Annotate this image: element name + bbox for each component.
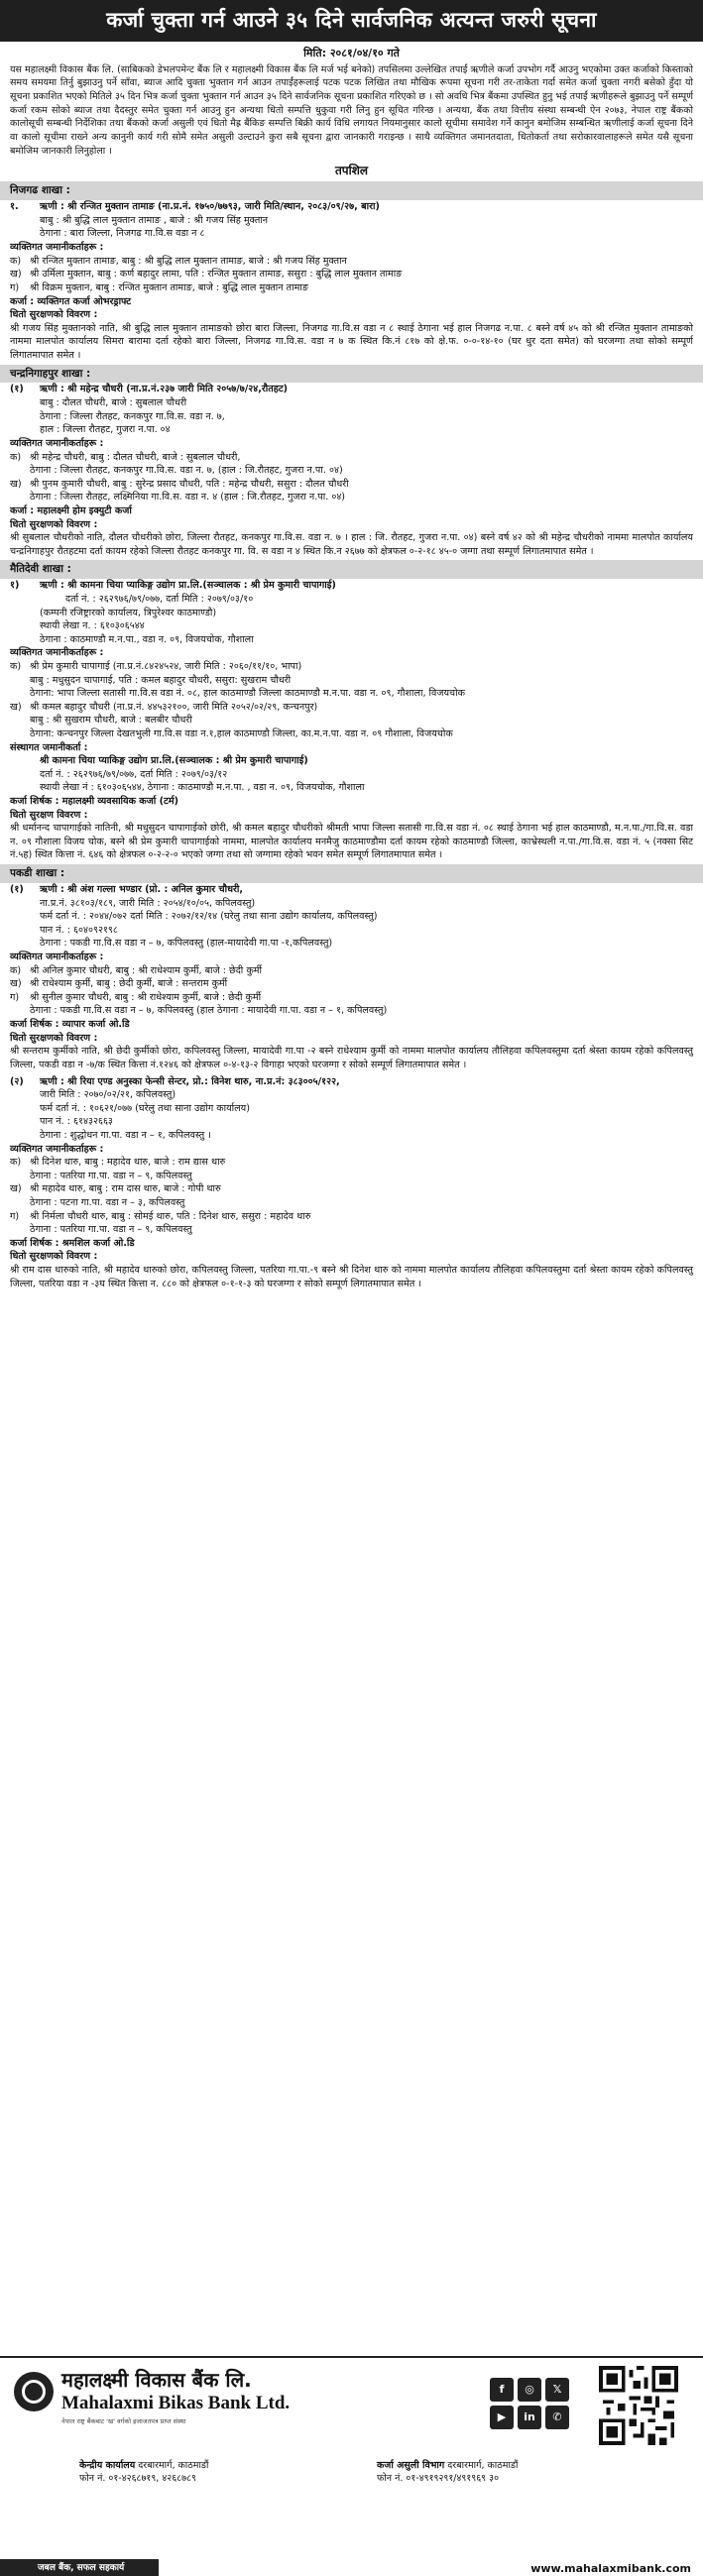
borrower-name: ऋणी : श्री कामना चिया प्याकिङ्ग उद्योग प्रा.लि.(सञ्चालक : श्री प्रेम कुमारी चापागाई) bbox=[40, 580, 336, 592]
guarantor-text: श्री दिनेश थारु, बाबु : महादेव थारु, बाजे : राम द्यास थारु bbox=[30, 1157, 226, 1169]
guarantor-text: श्री रन्जित मुक्तान तामाङ, बाबु : श्री बुद्धि लाल मुक्तान तामाङ, बाजे : श्री गजय सिंह मुक्तान bbox=[30, 255, 347, 267]
borrower-entry bbox=[0, 1075, 703, 1143]
loan-type: कर्जा : महालक्ष्मी होम इक्युटी कर्जा bbox=[10, 504, 132, 516]
borrower-entry bbox=[0, 579, 703, 646]
institution-detail: स्थायी लेखा नं : ६१०३०६५४४, ठेगाना : काठमाण्डौ म.न.पा. , वडा न. ०९, विजयचोक, गौशाला bbox=[40, 782, 365, 794]
borrower-detail: दर्ता नं. : २६२९७६/७९/०७७, दर्ता मिति : २०७९/०३/१० bbox=[65, 593, 254, 605]
guarantor-text: ठेगाना : पतरिया गा.पा. वडा न – ९, कपिलवस्तु bbox=[30, 1224, 192, 1236]
collateral-heading: धितो सुरक्षणको विवरण : bbox=[10, 1032, 98, 1044]
guarantor-key: क) bbox=[10, 1157, 22, 1169]
guarantor-text: ठेगाना: भापा जिल्ला सतासी गा.वि.स वडा नं. ०८, हाल काठमाण्डौ जिल्ला काठमाण्डौ म.न.पा. वडा न. ०९, गौशाला, विजयचोक bbox=[30, 688, 466, 700]
recovery-phone: फोन नं. ०१-४९१९२९१/४९१९६९ ३० bbox=[377, 2473, 500, 2485]
guarantors-heading: व्यक्तिगत जमानीकर्ताहरू : bbox=[10, 437, 104, 449]
guarantor-key: ग) bbox=[10, 991, 20, 1003]
guarantor-item bbox=[0, 281, 703, 295]
whatsapp-icon[interactable]: ✆ bbox=[545, 2406, 569, 2429]
instagram-icon[interactable]: ◎ bbox=[518, 2378, 541, 2402]
guarantor-item bbox=[0, 1182, 703, 1209]
guarantor-key: ग) bbox=[10, 281, 20, 293]
guarantors-heading: व्यक्तिगत जमानीकर्ताहरू : bbox=[10, 952, 104, 963]
guarantor-key: ग) bbox=[10, 1210, 20, 1222]
guarantor-item bbox=[0, 991, 703, 1018]
bank-tagline: नेपाल राष्ट्र बैंकबाट 'ख' वर्गको इजाजतपत्र प्राप्त संस्था bbox=[61, 2417, 186, 2425]
borrower-detail: पान नं. : ६१४३२६६३ bbox=[40, 1116, 113, 1128]
borrower-detail: फर्म दर्ता नं. : १०६२१/०७७ (घरेलु तथा साना उद्योग कार्यालय) bbox=[40, 1102, 250, 1114]
bank-logo-icon bbox=[14, 2372, 54, 2411]
entry-number: १) bbox=[10, 580, 20, 592]
guarantor-text: श्री अनिल कुमार चौधरी, बाबु : श्री राधेश्याम कुर्मी, बाजे : छेदी कुर्मी bbox=[30, 964, 262, 976]
guarantor-text: श्री विक्रम मुक्तान, बाबु : रन्जित मुक्तान तामाङ, बाजे : बुद्धि लाल मुक्तान तामाङ bbox=[30, 281, 308, 293]
x-twitter-icon[interactable]: 𝕏 bbox=[545, 2378, 569, 2402]
recovery-address: दरबारमार्ग, काठमाडौं bbox=[447, 2460, 519, 2471]
notice-intro: यस महालक्ष्मी विकास बैंक लि. (साबिकको डेभलपमेन्ट बैंक लि र महालक्ष्मी विकास बैंक लि मर्ज भई बनेको) तपसिलमा उल्लेखित तपाईं ऋणीले कर्जा उपभोग गर्दै आउनु भएकोमा उक्त कर्जाको किस्ताको समय समयमा तिर्नु बुझाउनु पर्ने साँवा, ब्याज आदि चुक्ता भुक्तान गर्न आउन तपाईंहरूलाई पटक पटक लिखित तथा मौखिक रूपमा सूचना गरी तर-ताकेता गर्दा समेत कर्जा चुक्ता नगरी बसेको हुँदा यो सूचना प्रकाशित भएको मितिले ३५ दिन भित्र कर्जा चुक्ता भुक्तान गर्न आउन ३५ दिने सार्वजनिक सूचना प्रकाशित गरिएको छ । सो अवधि भित्र बैंकमा उपस्थित हुनु भई तपाईं ऋणीहरूले बुझाउनु पर्ने सम्पूर्ण कर्जा रकम सोको ब्याज तथा दैदस्तुर समेत चुक्ता गर्न आउनु हुन अन्यथा धितो सम्पत्ति धुकुवा गरी लिनु हुन सूचित गरिन्छ । अन्यथा, बैंक तथा वित्तीय संस्था सम्बन्धी ऐन २०७३, नेपाल राष्ट्र बैंकको कालोसूची सम्बन्धी निर्देशिका तथा बैंकको कर्जा असुली एवं धितो मैह्र बैंकिङ सम्पत्ति बिक्री कार्य विधि लगायत नियमानुसार कालो सूचीमा समावेश गर्ने कानुन बमोजिम सम्बन्धित ऋणीलाई कर्जा सूचना दिने वा कालो सूचीमा राख्ने अन्य कानुनी कार्य गरी सोमै समेत असुली उल्टाउने कुरा सबै सूचना द्वारा जानकारी गराइन्छ । साथै व्यक्तिगत जमानतदाता, धितोकर्ता तथा सरोकारवालाहरूले समेत यसै सूचना बमोजिम जानकारी लिनुहोला । bbox=[10, 63, 693, 157]
branch-header-chandranigahpur: चन्द्रनिगाहपुर शाखा : bbox=[0, 365, 703, 384]
head-office-phone: फोन नं. ०१-४२६८७१९, ४२६८७८९ bbox=[79, 2473, 196, 2485]
bank-footer bbox=[0, 2356, 703, 2576]
guarantor-text: बाबु : मधुसुदन चापागाई, पति : कमल बहादुर चौधरी, ससुरा: सुखराम चौधरी bbox=[30, 674, 292, 686]
entry-number: (१) bbox=[10, 384, 24, 395]
guarantor-text: श्री राधेश्याम कुर्मी, बाबु : छेदी कुर्मी, बाजे : सन्तराम कुर्मी bbox=[30, 978, 228, 990]
guarantor-key: क) bbox=[10, 660, 22, 672]
guarantor-key: क) bbox=[10, 255, 22, 267]
facebook-icon[interactable]: f bbox=[490, 2378, 514, 2402]
guarantor-item bbox=[0, 977, 703, 991]
guarantor-item bbox=[0, 1210, 703, 1237]
borrower-detail: बाबु : दौलत चौधरी, बाजे : सुबलाल चौधरी bbox=[40, 397, 187, 409]
recovery-label: कर्जा असुली विभाग bbox=[377, 2460, 445, 2471]
guarantor-text: बाबु : श्री सुखराम चौधरी, बाजे : बलबीर चौधरी bbox=[30, 715, 192, 727]
guarantor-item bbox=[0, 255, 703, 269]
institution-detail: दर्ता नं. : २६२९७६/७९/०७७, दर्ता मिति : २०७९/०३/१२ bbox=[40, 768, 228, 780]
head-office-address: दरबारमार्ग, काठमाडौं bbox=[138, 2460, 209, 2471]
slogan: जबल बैंक, सफल सहकार्य bbox=[0, 2559, 159, 2576]
borrower-entry bbox=[0, 883, 703, 951]
collateral-text: श्री राम दास थारुको नाति, श्री महादेव थारुको छोरा, कपिलवस्तु जिल्ला, पतरिया गा.पा.-९ बस्ने श्री दिनेश थारु को नाममा मालपोत कार्यालय तौलिहवा कपिलवस्तुमा दर्ता श्रेस्ता कायम रहेको कपिलवस्तु जिल्ला, पतरिया वडा न -३घ स्थित कित्ता न. ८८० को क्षेत्रफल ०-१-१-३ को घरजग्गा र सोको सम्पूर्ण लिगातमापात समेत । bbox=[10, 1265, 693, 1289]
borrower-address: हाल : जिल्ला रौतहट, गुजरा न.पा. ०४ bbox=[40, 424, 171, 436]
branch-header-pakadi: पकडी शाखा : bbox=[0, 864, 703, 883]
guarantor-text: ठेगाना : जिल्ला रौतहट, लक्ष्मिनिया गा.वि.स. वडा न. ४ (हाल : जि.रौतहट, गुजरा न.पा. ०४) bbox=[30, 492, 346, 504]
institution-name: श्री कामना चिया प्याकिङ्ग उद्योग प्रा.लि.(सञ्चालक : श्री प्रेम कुमारी चापागाई) bbox=[40, 755, 308, 767]
guarantor-key: ख) bbox=[10, 701, 22, 713]
borrower-address: ठेगाना : शुद्धोधन गा.पा. वडा न – १, कपिलवस्तु । bbox=[40, 1129, 211, 1141]
guarantor-text: श्री सुनील कुमार चौधरी, बाबु : श्री राधेश्याम कुर्मी, बाजे : छेदी कुर्मी bbox=[30, 991, 262, 1003]
borrower-detail: फर्म दर्ता नं. : २०४४/०७२ दर्ता मिति : २०७२/१२/१४ (घरेलु तथा साना उद्योग कार्यालय, कपिलवस्तु) bbox=[40, 911, 378, 923]
guarantor-key: ख) bbox=[10, 478, 22, 490]
guarantor-text: श्री निर्मला चौधरी थारु, बाबु : सोमई थारु, पति : दिनेश थारु, ससुरा : महादेव थारु bbox=[30, 1210, 311, 1222]
guarantor-item bbox=[0, 268, 703, 281]
collateral-heading: धितो सुरक्षणको विवरण : bbox=[10, 309, 98, 321]
borrower-address: ठेगाना : पकडी गा.वि.स वडा न – ७, कपिलवस्तु (हाल-मायादेवी गा.पा -१,कपिलवस्तु) bbox=[40, 938, 333, 950]
collateral-text: श्री सन्तराम कुर्मीको नाति, श्री छेदी कुर्मीको छोरा, कपिलवस्तु जिल्ला, मायादेवी गा.पा -२ बस्ने राधेश्याम कुर्मी को नाममा मालपोत कार्यालय तौलिहवा कपिलवस्तुमा दर्ता श्रेस्ता कायम रहेको कपिलवस्तु जिल्ला, पकडी वडा न -७/क स्थित कित्ता नं.१२४६ को क्षेत्रफल ०-४-१३-२ विगाहा भएको घरजग्गा र सोको सम्पूर्ण लिगातमापात समेत । bbox=[10, 1046, 693, 1070]
guarantor-key: ख) bbox=[10, 1183, 22, 1195]
guarantor-text: श्री कमल बहादुर चौधरी (ना.प्र.नं. ४४५३२१००, जारी मिति २०५२/०२/२९, कन्चनपुर) bbox=[30, 701, 318, 713]
branch-header-maitidevi: मैतिदेवी शाखा : bbox=[0, 560, 703, 579]
linkedin-icon[interactable]: in bbox=[518, 2406, 541, 2429]
guarantor-item bbox=[0, 451, 703, 478]
youtube-icon[interactable]: ▶ bbox=[490, 2406, 514, 2429]
borrower-entry bbox=[0, 200, 703, 241]
borrower-detail: जारी मिति : २०७०/०२/२१, कपिलवस्तु) bbox=[40, 1089, 176, 1101]
borrower-detail: ना.प्र.नं. ३८१०३/१८९, जारी मिति : २०५४/१०/०५, कपिलवस्तु) bbox=[40, 897, 256, 909]
entry-number: (१) bbox=[10, 884, 24, 895]
guarantor-text: श्री प्रेम कुमारी चापागाई (ना.प्र.नं.८४२४५२४, जारी मिति : २०६०/११/१०, भापा) bbox=[30, 660, 302, 672]
head-office bbox=[79, 2459, 208, 2486]
guarantor-key: क) bbox=[10, 451, 22, 463]
borrower-name: ऋणी : श्री रन्जित मुक्तान तामाङ (ना.प्र.नं. १७५०/७७९३, जारी मिति/स्थान, २०८३/०९/२७, बारा) bbox=[40, 201, 380, 213]
guarantors-heading: व्यक्तिगत जमानीकर्ताहरू : bbox=[10, 647, 104, 659]
notice-title: कर्जा चुक्ता गर्न आउने ३५ दिने सार्वजनिक अत्यन्त जरुरी सूचना bbox=[0, 0, 703, 42]
collateral-heading: धितो सुरक्षण विवरण : bbox=[10, 809, 88, 821]
guarantors-heading: व्यक्तिगत जमानीकर्ताहरू : bbox=[10, 242, 104, 254]
collateral-text: श्री सुबलाल चौधरीको नाति, दौलत चौधरीको छोरा, जिल्ला रौतहट, कनकपुर गा.वि.स. वडा न. ७ । हाल : जि. रौतहट, गुजरा न.पा. ०४) बस्ने वर्ष ४२ को श्री महेन्द्र चौधरीको नाममा मालपोत कार्यालय चन्द्रनिगाहपुर रौतहटमा दर्ता कायम रहेको जिल्ला रौतहट कनकपुर गा. वि. स वडा न ४ स्थित कि.न २६७७ को क्षेत्रफल ०-२-१८ ४५-० जग्गा तथा सम्पूर्ण लिगातमापात समेत । bbox=[10, 532, 693, 557]
collateral-heading: धितो सुरक्षणको विवरण : bbox=[10, 518, 98, 530]
bottom-bar bbox=[0, 2559, 703, 2576]
guarantor-item bbox=[0, 964, 703, 978]
institutional-guarantor-heading: संस्थागत जमानीकर्ता : bbox=[10, 741, 88, 753]
guarantor-text: ठेगाना : पटना गा.पा. वडा न – ३, कपिलवस्तु bbox=[30, 1197, 185, 1209]
borrower-name: ऋणी : श्री महेन्द्र चौधरी (ना.प्र.नं.२३७ जारी मिति २०५७/७/२४,रौतहट) bbox=[40, 384, 289, 395]
guarantor-text: श्री पुनम कुमारी चौधरी, बाबु : सुरेन्द्र प्रसाद चौधरी, पति : महेन्द्र चौधरी, ससुरा : दौलत चौधरी bbox=[30, 478, 349, 490]
guarantor-text: श्री उर्मिला मुक्तान, बाबु : कर्ण बहादुर लामा, पति : रन्जित मुक्तान तामाङ, ससुरा : बुद्धि लाल मुक्तान तामाङ bbox=[30, 269, 403, 280]
guarantor-item bbox=[0, 701, 703, 741]
bank-name-nepali: महालक्ष्मी विकास बैंक लि. bbox=[61, 2368, 252, 2392]
recovery-department bbox=[377, 2459, 518, 2486]
guarantor-text: ठेगाना : पतरिया गा.पा. वडा न – ९, कपिलवस्तु bbox=[30, 1170, 192, 1181]
head-office-label: केन्द्रीय कार्यालय bbox=[79, 2460, 136, 2471]
guarantor-item bbox=[0, 1156, 703, 1182]
loan-type: कर्जा शिर्षक : व्यापार कर्जा ओ.डि bbox=[10, 1019, 130, 1031]
website-link[interactable]: www.mahalaxmibank.com bbox=[530, 2562, 691, 2575]
borrower-name: ऋणी : श्री रिया एण्ड अनुस्का फेन्सी सेन्टर, प्रो.: विनेश थारु, ना.प्र.नं: ३८३००५/१२२, bbox=[40, 1075, 340, 1087]
branch-header-nijgadh: निजगढ शाखा : bbox=[0, 181, 703, 200]
guarantor-key: ख) bbox=[10, 269, 22, 280]
guarantor-text: ठेगाना: कन्चनपुर जिल्ला देखतभुली गा.वि.स वडा न.१,हाल काठमाण्डौ जिल्ला, का.म.न.पा. वडा न. ०९ गौशाला, विजयचोक bbox=[30, 728, 453, 739]
entry-number: (२) bbox=[10, 1075, 24, 1087]
borrower-detail: (कम्पनी रजिष्ट्रारको कार्यालय, त्रिपुरेश्वर काठमाण्डौ) bbox=[40, 607, 217, 618]
social-links bbox=[490, 2378, 577, 2429]
borrower-address: ठेगाना : जिल्ला रौतहट, कनकपुर गा.वि.स. वडा न. ७, bbox=[40, 410, 225, 422]
details-heading: तपशिल bbox=[334, 164, 369, 178]
guarantor-key: क) bbox=[10, 964, 22, 976]
collateral-heading: धितो सुरक्षणको विवरण : bbox=[10, 1251, 98, 1263]
borrower-name: ऋणी : श्री अंश गल्ला भण्डार (प्रो. : अनिल कुमार चौधरी, bbox=[40, 884, 244, 895]
entry-number: १. bbox=[10, 201, 19, 213]
notice-date: मिति: २०८१/०४/१० गते bbox=[303, 47, 400, 59]
bank-name-english: Mahalaxmi Bikas Bank Ltd. bbox=[61, 2393, 291, 2413]
institutional-guarantor bbox=[0, 754, 703, 795]
guarantor-item bbox=[0, 478, 703, 504]
qr-code-icon[interactable] bbox=[599, 2366, 678, 2445]
borrower-detail: बाबु : श्री बुद्धि लाल मुक्तान तामाङ , बाजे : श्री गजय सिंह मुक्तान bbox=[40, 214, 269, 226]
guarantor-text: श्री महेन्द्र चौधरी, बाबु : दौलत चौधरी, बाजे : सुबलाल चौधरी, bbox=[30, 451, 241, 463]
borrower-address: ठेगाना : काठमाण्डौ म.न.पा., वडा न. ०९, विजयचोक, गौशाला bbox=[40, 633, 254, 645]
borrower-detail: स्थायी लेखा न. : ६१०३०६५४४ bbox=[40, 620, 145, 632]
collateral-text: श्री गजय सिंह मुक्तानको नाति, श्री बुद्धि लाल मुक्तान तामाङको छोरा बारा जिल्ला, निजगढ गा.वि.स वडा न ८ स्थाई ठेगाना भई हाल निजगढ न.पा. ८ बस्ने वर्ष ४५ को श्री रन्जित मुक्तान तामाङको नाममा मालपोत कार्यालय सिमरा बारामा दर्ता रहेको बारा जिल्ला, निजगढ गा.वि.स. वडा न ७ क स्थित कि.नं ८१७ को क्षे.फ. ०-०-१४-१० (घर धुर दता समेत) को घरजग्गा तथा सोको सम्पूर्ण लिगातमापात समेत । bbox=[10, 322, 693, 361]
guarantor-text: ठेगाना : जिल्ला रौतहट, कनकपुर गा.वि.स. वडा न. ७, (हाल : जि.रौतहट, गुजरा न.पा. ०४) bbox=[30, 465, 343, 477]
loan-type: कर्जा शिर्षक : श्रमशिल कर्जा ओ.डि bbox=[10, 1237, 135, 1249]
loan-type: कर्जा शिर्षक : महालक्ष्मी व्यवसायिक कर्जा (टर्म) bbox=[10, 796, 178, 808]
loan-type: कर्जा : व्यक्तिगत कर्जा ओभरड्राफ्ट bbox=[10, 295, 132, 307]
guarantor-key: ख) bbox=[10, 978, 22, 990]
guarantor-text: श्री महादेव थारु, बाबु : राम दास थारु, बाजे : गोपी थारु bbox=[30, 1183, 221, 1195]
collateral-text: श्री धर्मानन्द चापागाईको नातिनी, श्री मधुसुदन चापागाईको छोरी, श्री कमल बहादुर चौधरीको श्रीमती भापा जिल्ला सतासी गा.वि.स वडा नं. ०८ स्थाई ठेगाना भई हाल काठमाण्डौ, म.न.पा./गा.वि.स. वडा न. ०९ गौशाला विजय चोक, बस्ने श्री प्रेम कुमारी चापागाईको नाममा, मालपोत कार्यालय मनमैजु काठमाण्डौमा दर्ता कायम रहेको काठमाण्डौ जिल्ला, काभ्रेस्थली न.पा./गा.वि.स. वडा नं. ५ (नक्सा सिट नं.५ह) स्थित कित्ता नं. ६४६ को क्षेत्रफल ०-२-२-० भएको जग्गा तथा सो जग्गामा रहेको भवन समेत सम्पूर्ण लिगातमापात समेत । bbox=[10, 823, 693, 861]
borrower-entry bbox=[0, 383, 703, 436]
guarantor-text: ठेगाना : पकडी गा.वि.स वडा न – ७, कपिलवस्तु (हाल ठेगाना : मायादेवी गा.पा. वडा न – १, कपिलवस्तु) bbox=[30, 1005, 388, 1017]
borrower-detail: पान नं. : ६०४०९२१९८ bbox=[40, 924, 118, 936]
guarantor-item bbox=[0, 660, 703, 701]
borrower-address: ठेगाना : बारा जिल्ला, निजगढ गा.वि.स वडा न ८ bbox=[40, 228, 205, 240]
guarantors-heading: व्यक्तिगत जमानीकर्ताहरू : bbox=[10, 1143, 104, 1155]
